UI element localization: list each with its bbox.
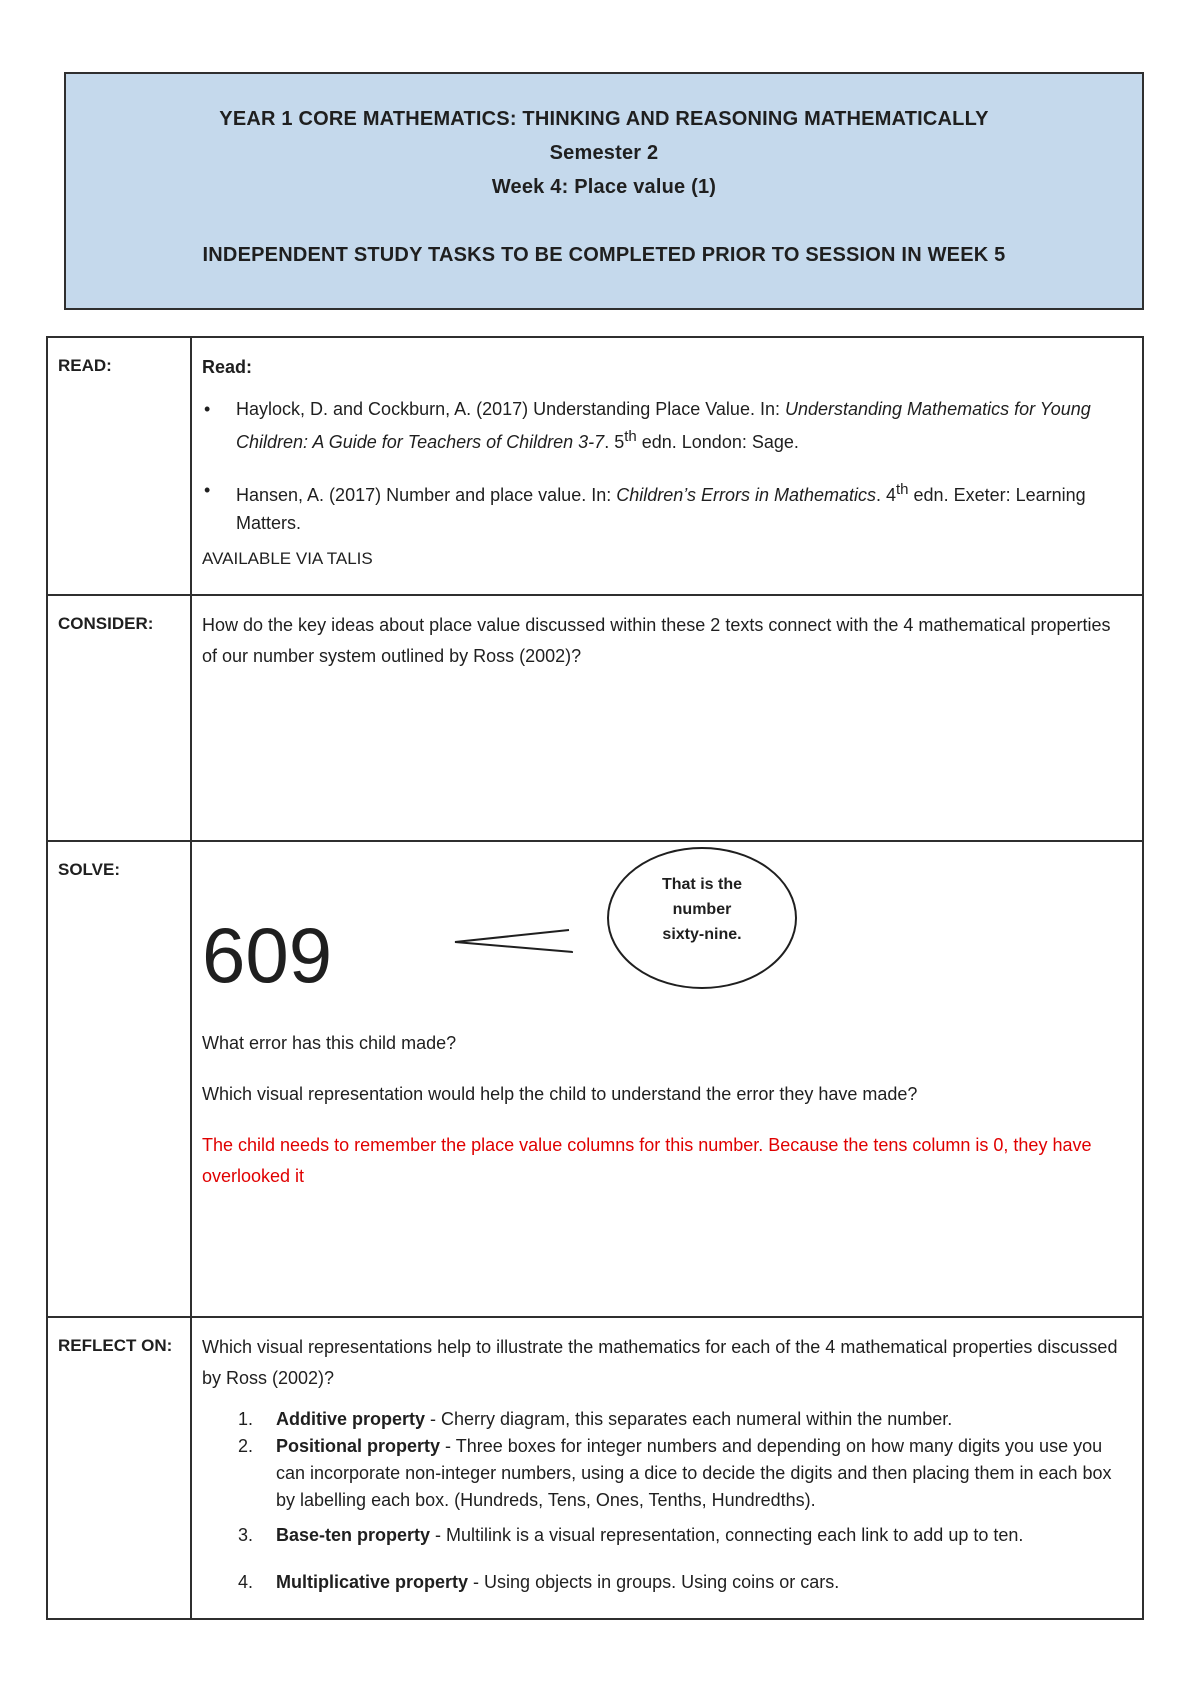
solve-label-cell	[47, 841, 191, 1317]
property-item	[202, 1433, 1130, 1514]
ref1-edition: . 5	[604, 432, 625, 452]
reference-item	[202, 476, 1130, 537]
solve-label: SOLVE:	[58, 860, 121, 879]
read-label: READ:	[58, 356, 112, 375]
ref1-edition-suffix: th	[624, 428, 637, 445]
solve-answer: The child needs to remember the place value columns for this number. Because the tens column is 0, they have overlooked it	[202, 1135, 1092, 1186]
property-item	[202, 1406, 1130, 1433]
child-number: 609	[202, 911, 333, 999]
reflect-row	[47, 1317, 1143, 1619]
tasks-table	[46, 336, 1144, 1620]
bubble-line: number	[672, 901, 732, 918]
property-number: 3.	[238, 1525, 254, 1545]
property-term: Positional property	[276, 1436, 441, 1456]
reflect-label: REFLECT ON:	[58, 1336, 173, 1355]
availability-note: AVAILABLE VIA TALIS	[202, 549, 373, 568]
reference-item	[202, 395, 1130, 456]
property-number: 2.	[238, 1436, 254, 1456]
read-label-cell	[47, 337, 191, 595]
bullet-icon: •	[204, 399, 211, 419]
ref2-authors: Hansen, A. (2017) Number and place value. In:	[236, 485, 617, 505]
read-heading: Read:	[202, 357, 253, 377]
property-term: Additive property	[276, 1409, 426, 1429]
read-content-cell	[191, 337, 1143, 595]
bubble-line: That is the	[661, 876, 742, 893]
ref1-publisher: edn. London: Sage.	[636, 432, 799, 452]
ref2-edition: . 4	[876, 485, 897, 505]
solve-content-cell	[191, 841, 1143, 1317]
consider-label: CONSIDER:	[58, 614, 154, 633]
consider-row	[47, 595, 1143, 841]
bullet-icon: •	[204, 480, 211, 500]
reflect-content-cell	[191, 1317, 1143, 1619]
semester-label: Semester 2	[549, 142, 659, 164]
solve-row	[47, 841, 1143, 1317]
speech-bubble-text	[637, 872, 767, 947]
property-description: - Three boxes for integer numbers and depending on how many digits you use you can incorporate non-integer numbers, using a dice to decide the digits and then placing them in each box by labelling each box. (Hundreds, Tens, Ones, Tenths, Hundredths).	[276, 1436, 1112, 1510]
property-term: Base-ten property	[276, 1525, 431, 1545]
read-row	[47, 337, 1143, 595]
ref1-authors: Haylock, D. and Cockburn, A. (2017) Understanding Place Value. In:	[236, 399, 785, 419]
reflect-label-cell	[47, 1317, 191, 1619]
ref2-book-title: Children’s Errors in Mathematics	[616, 485, 876, 505]
property-number: 4.	[238, 1572, 254, 1592]
instruction-label: INDEPENDENT STUDY TASKS TO BE COMPLETED PRIOR TO SESSION IN WEEK 5	[202, 244, 1006, 266]
bubble-line: sixty-nine.	[662, 926, 742, 943]
course-title: YEAR 1 CORE MATHEMATICS: THINKING AND REASONING MATHEMATICALLY	[219, 108, 989, 130]
property-description: - Multilink is a visual representation, connecting each link to add up to ten.	[430, 1525, 1024, 1545]
header-banner	[64, 72, 1144, 310]
consider-content-cell	[191, 595, 1143, 841]
consider-text: How do the key ideas about place value discussed within these 2 texts connect with the 4 mathematical properties of our number system outlined by Ross (2002)?	[202, 615, 1111, 666]
ref2-publisher: edn. Exeter: Learning Matters.	[236, 485, 1086, 533]
solve-question-2: Which visual representation would help the child to understand the error they have made?	[202, 1084, 918, 1104]
properties-list	[202, 1406, 1130, 1596]
property-description: - Cherry diagram, this separates each numeral within the number.	[425, 1409, 953, 1429]
property-term: Multiplicative property	[276, 1572, 469, 1592]
ref2-edition-suffix: th	[896, 481, 909, 498]
solve-question-1: What error has this child made?	[202, 1033, 457, 1053]
property-number: 1.	[238, 1409, 254, 1429]
ref1-book-title: Understanding Mathematics for Young Children: A Guide for Teachers of Children 3-7	[236, 399, 1091, 452]
property-description: - Using objects in groups. Using coins or cars.	[468, 1572, 840, 1592]
week-label: Week 4: Place value (1)	[491, 176, 717, 198]
property-item	[202, 1569, 1130, 1596]
reference-list	[202, 395, 1130, 537]
reflect-question: Which visual representations help to illustrate the mathematics for each of the 4 mathematical properties discussed by Ross (2002)?	[202, 1337, 1118, 1388]
property-item	[202, 1522, 1130, 1549]
consider-label-cell	[47, 595, 191, 841]
